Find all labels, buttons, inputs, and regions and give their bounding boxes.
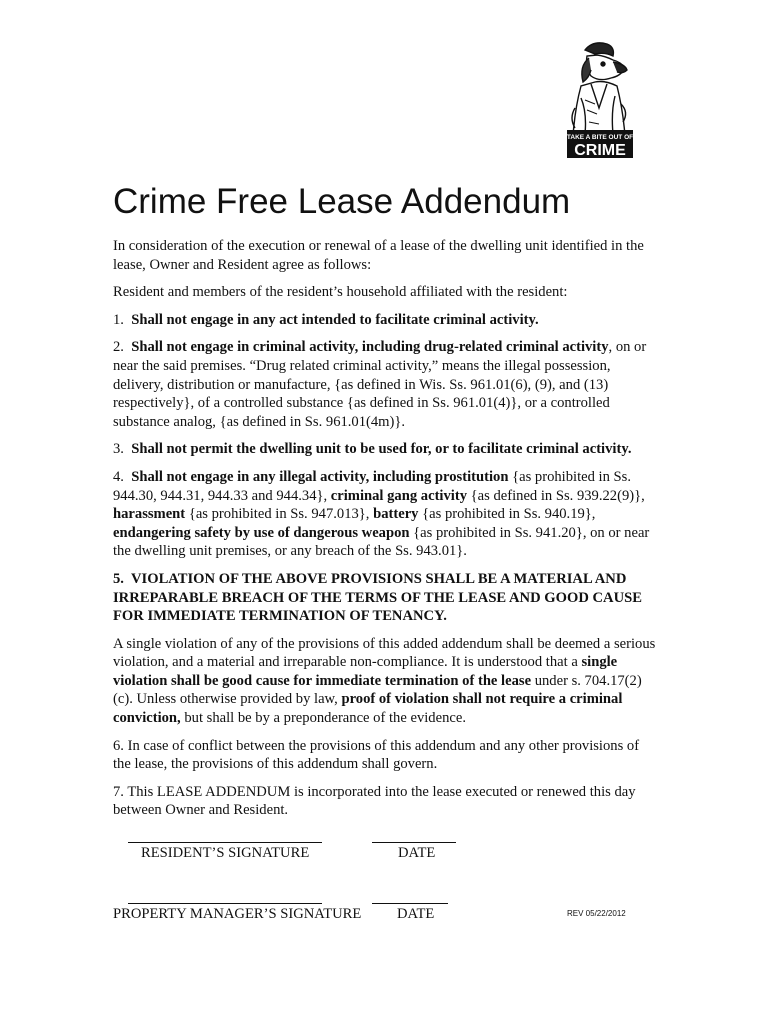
violation-bold: proof of violation shall not require a criminal conviction, — [113, 691, 623, 727]
provision-text: {as prohibited in Ss. 940.19}, — [418, 506, 596, 523]
provision-number: 3. — [113, 441, 124, 458]
logo-crime-text: CRIME — [574, 142, 626, 159]
provision-text: {as prohibited in Ss. 944.30, 944.31, 944.33 and 944.34}, — [113, 468, 631, 504]
provision-number: 2. — [113, 339, 124, 356]
provision-1 — [113, 311, 658, 330]
resident-date-label: DATE — [398, 845, 436, 861]
provision-text: {as defined in Ss. 939.22(9)}, — [467, 487, 645, 504]
revision-date: REV 05/22/2012 — [567, 909, 626, 918]
provision-bold: VIOLATION OF THE ABOVE PROVISIONS SHALL BE A MATERIAL AND IRREPARABLE BREACH OF THE TERMS OF THE LEASE AND GOOD CAUSE FOR IMMEDIATE TERMINATION OF TENANCY. — [113, 570, 642, 625]
provision-text: {as prohibited in Ss. 947.013}, — [185, 506, 374, 523]
resident-signature-line[interactable] — [128, 842, 322, 843]
provision-5 — [113, 570, 658, 626]
provision-number: 4. — [113, 468, 124, 485]
violation-text: under s. 704.17(2)(c). Unless otherwise provided by law, — [113, 672, 642, 708]
resident-intro: Resident and members of the resident’s household affiliated with the resident: — [113, 284, 568, 301]
provision-bold: criminal gang activity — [330, 487, 467, 504]
document-title: Crime Free Lease Addendum — [113, 182, 571, 221]
provision-bold: Shall not engage in any act intended to facilitate criminal activity. — [131, 311, 539, 328]
provision-2 — [113, 338, 658, 431]
resident-date-line[interactable] — [372, 842, 456, 843]
provision-text: , on or near the said premises. “Drug related criminal activity,” means the illegal possession, delivery, distribution or manufacture, {as defined in Wis. Ss. 961.01(6), (9), and (13) respectively}, of a controlled substance {as defined in Ss. 961.01(4)}, or a controlled substance analog, {as defined in Ss. 961.01(4m)}. — [113, 339, 647, 430]
provision-bold: Shall not permit the dwelling unit to be used for, or to facilitate criminal activity. — [131, 441, 632, 458]
provision-7: 7. This LEASE ADDENDUM is incorporated into the lease executed or renewed this day between Owner and Resident. — [113, 783, 636, 819]
violation-paragraph — [113, 635, 658, 728]
resident-signature-label: RESIDENT’S SIGNATURE — [141, 845, 310, 861]
provision-bold: battery — [373, 506, 419, 523]
crime-dog-logo — [555, 38, 647, 160]
provision-6: 6. In case of conflict between the provisions of this addendum and any other provisions of the lease, the provisions of this addendum shall govern. — [113, 737, 640, 773]
provision-bold: Shall not engage in any illegal activity, including prostitution — [131, 468, 509, 485]
provision-bold: Shall not engage in criminal activity, including drug-related criminal activity — [131, 339, 609, 356]
manager-signature-line[interactable] — [128, 903, 322, 904]
provision-bold: harassment — [113, 506, 186, 523]
provision-4 — [113, 468, 658, 561]
manager-date-label: DATE — [397, 906, 435, 922]
violation-bold: single violation shall be good cause for immediate termination of the lease — [113, 654, 618, 689]
provision-number: 1. — [113, 311, 124, 328]
violation-text: but shall be by a preponderance of the evidence. — [180, 710, 466, 727]
provision-3 — [113, 440, 658, 459]
provision-text: {as prohibited in Ss. 941.20}, on or near the dwelling unit premises, or any breach of the Ss. 943.01}. — [113, 524, 650, 560]
provision-bold: endangering safety by use of dangerous weapon — [113, 524, 410, 541]
logo-tagline: TAKE A BITE OUT OF — [566, 134, 634, 141]
manager-signature-label: PROPERTY MANAGER’S SIGNATURE — [113, 906, 362, 922]
provision-number: 5. — [113, 570, 124, 587]
manager-date-line[interactable] — [372, 903, 448, 904]
violation-text: A single violation of any of the provisions of this added addendum shall be deemed a serious violation, and a material and irreparable non-compliance. It is understood that a — [113, 635, 656, 671]
intro-paragraph: In consideration of the execution or renewal of a lease of the dwelling unit identified in the lease, Owner and Resident agree as follows: — [113, 238, 644, 273]
addendum-body — [113, 237, 658, 829]
